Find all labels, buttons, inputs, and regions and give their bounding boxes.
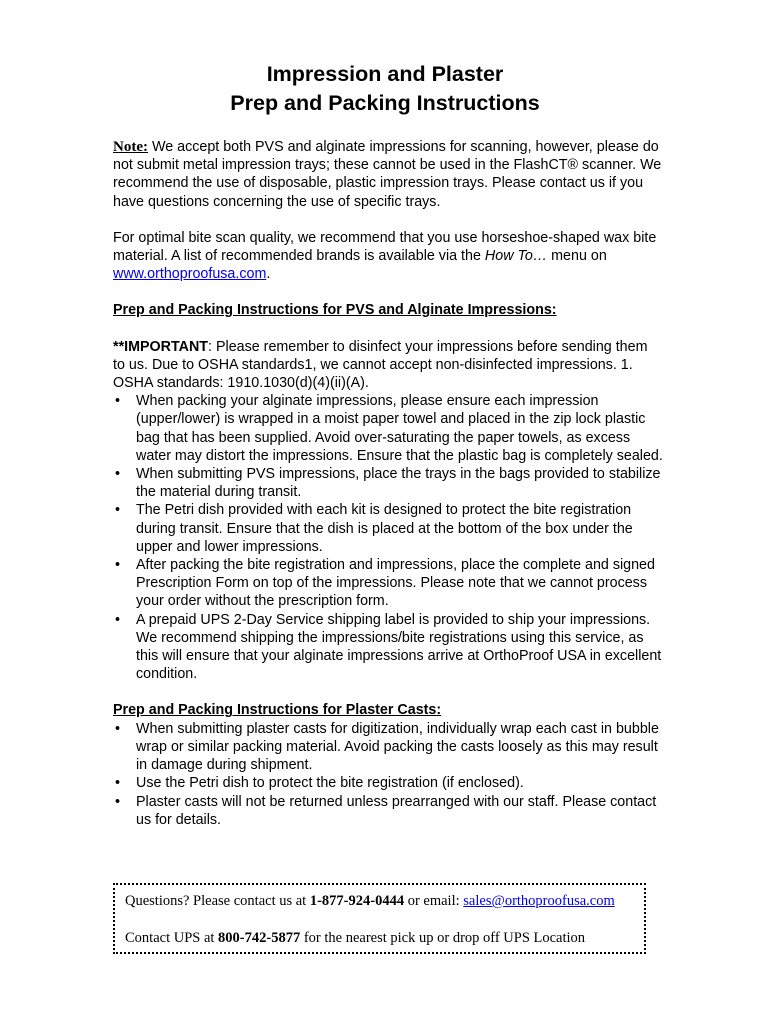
ups-text: Contact UPS at	[125, 930, 219, 946]
ups-text-2: for the nearest pick up or drop off UPS Location	[300, 930, 586, 946]
list-item-text: Use the Petri dish to protect the bite registration (if enclosed).	[136, 775, 524, 792]
note-label: Note:	[113, 139, 148, 155]
list-item-text: When packing your alginate impressions, please ensure each impression (upper/lower) is wrapped in a moist paper towel and placed in the zip lock plastic bag that has been supplied. Avoid over-saturating the paper towels, as excess water may distort the impressions. Ensure that the plastic bag is completely sealed.	[136, 393, 663, 464]
note-paragraph	[113, 138, 663, 211]
list-item-text: A prepaid UPS 2-Day Service shipping label is provided to ship your impressions. We recommend shipping the impressions/bite registrations using this service, as this will ensure that your alginate impressions arrive at OrthoProof USA in excellent condition.	[136, 611, 662, 683]
title-line-1: Impression and Plaster	[266, 62, 504, 86]
list-item-text: After packing the bite registration and impressions, place the complete and signed Prescription Form on top of the impressions. Please note that we cannot process your order without the prescription form.	[136, 557, 655, 610]
plaster-section-heading: Prep and Packing Instructions for Plaster Casts:	[113, 702, 442, 719]
bullet-icon: •	[115, 502, 121, 519]
bullet-icon: •	[115, 793, 121, 810]
contact-box	[113, 883, 646, 954]
bite-text-1: For optimal bite scan quality, we recommend that you use horseshoe-shaped wax bite material. A list of recommended brands is available via the	[113, 229, 657, 265]
bullet-icon: •	[115, 720, 121, 737]
list-item-text: When submitting PVS impressions, place the trays in the bags provided to stabilize the material during transit.	[136, 466, 661, 501]
list-item-text: Plaster casts will not be returned unless prearranged with our staff. Please contact us for details.	[136, 793, 657, 828]
list-item	[113, 556, 663, 611]
document-title	[0, 60, 770, 118]
bullet-icon: •	[115, 466, 121, 483]
list-item-text: When submitting plaster casts for digitization, individually wrap each cast in bubble wrap or similar packing material. Avoid packing the casts loosely as this may result in damage during shipment.	[136, 720, 659, 774]
bullet-icon: •	[115, 393, 121, 410]
email-link[interactable]: sales@orthoproofusa.com	[463, 893, 615, 909]
bullet-icon: •	[115, 775, 121, 792]
bite-text-2: menu on	[547, 248, 607, 265]
pvs-bullet-list	[113, 392, 663, 683]
ups-line	[125, 929, 644, 947]
title-line-2: Prep and Packing Instructions	[230, 91, 540, 115]
document-body	[113, 138, 663, 829]
list-item	[113, 611, 663, 684]
phone-number: 1-877-924-0444	[309, 893, 405, 909]
ups-phone-number: 800-742-5877	[218, 930, 301, 946]
bite-paragraph	[113, 229, 663, 284]
plaster-bullet-list	[113, 720, 663, 829]
list-item	[113, 501, 663, 556]
list-item	[113, 392, 663, 465]
list-item-text: The Petri dish provided with each kit is designed to protect the bite registration during transit. Ensure that the dish is placed at the bottom of the box under the upper and lower impressions.	[136, 502, 633, 555]
list-item	[113, 793, 663, 829]
pvs-section-heading: Prep and Packing Instructions for PVS and Alginate Impressions:	[113, 302, 557, 319]
important-text: : Please remember to disinfect your impressions before sending them to us. Due to OSHA standards1, we cannot accept non-disinfected impressions. 1. OSHA standards: 1910.1030(d)(4)(ii)(A).	[113, 338, 648, 392]
website-link[interactable]: www.orthoproofusa.com	[113, 266, 267, 283]
list-item	[113, 774, 663, 792]
bullet-icon: •	[115, 557, 121, 574]
bite-text-3: .	[266, 266, 271, 283]
important-label: **IMPORTANT	[113, 338, 209, 355]
important-paragraph	[113, 338, 663, 393]
list-item	[113, 720, 663, 775]
email-prefix-text: or email:	[404, 893, 464, 909]
bullet-icon: •	[115, 611, 121, 628]
how-to-menu-name: How To…	[484, 248, 548, 265]
questions-line	[125, 892, 644, 910]
note-text: We accept both PVS and alginate impressions for scanning, however, please do not submit metal impression trays; these cannot be used in the FlashCT® scanner. We recommend the use of disposable, plastic impression trays. Please contact us if you have questions concerning the use of specific trays.	[113, 139, 662, 210]
questions-text: Questions? Please contact us at	[125, 893, 310, 909]
list-item	[113, 465, 663, 501]
